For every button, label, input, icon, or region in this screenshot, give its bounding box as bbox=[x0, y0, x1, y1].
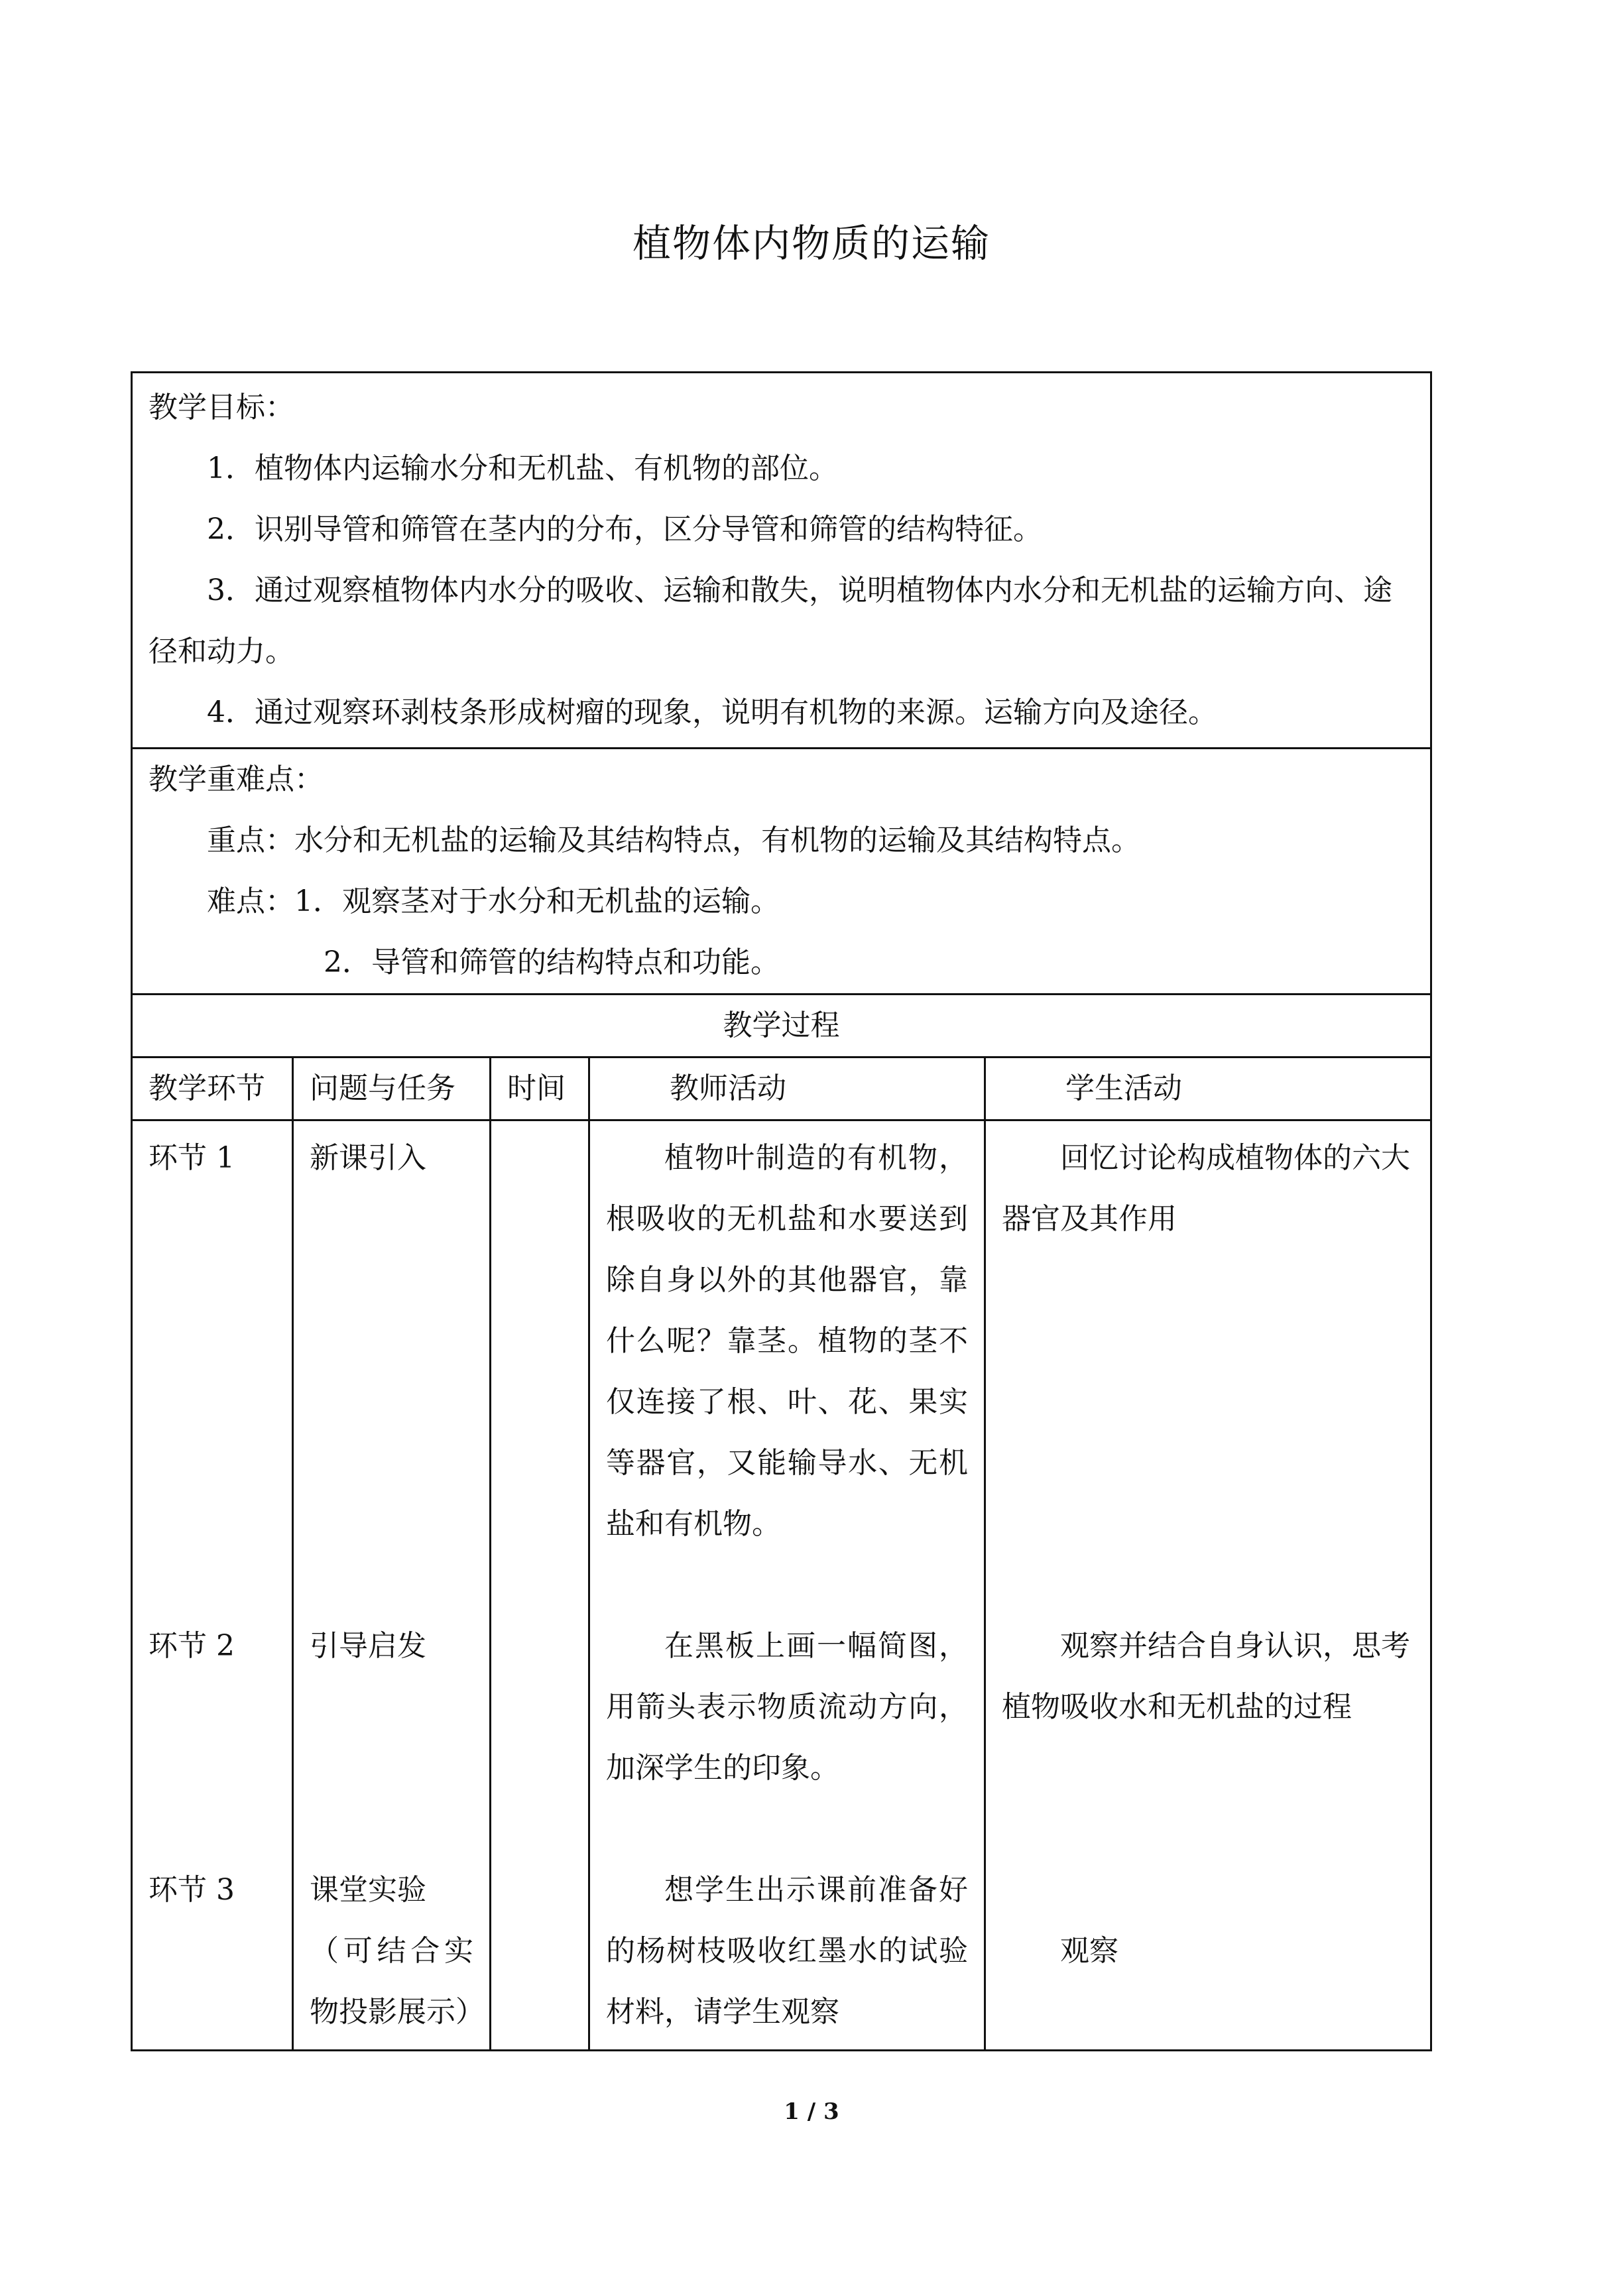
teacher-cell-1 bbox=[606, 1128, 968, 1616]
process-column-headers bbox=[132, 1057, 1431, 1120]
task-note: （可结合实物投影展示） bbox=[310, 1934, 485, 2029]
process-heading-row bbox=[132, 995, 1431, 1057]
student-cell-2 bbox=[1002, 1616, 1414, 1860]
stage-cell-3 bbox=[149, 1860, 276, 1921]
objectives-heading: 教学目标： bbox=[149, 391, 294, 424]
student-cell-1 bbox=[1002, 1128, 1414, 1616]
objective-item-1: 1．植物体内运输水分和无机盐、有机物的部位。 bbox=[207, 452, 838, 485]
column-header-task: 问题与任务 bbox=[293, 1057, 491, 1120]
document-title: 植物体内物质的运输 bbox=[632, 221, 991, 266]
column-header-time: 时间 bbox=[491, 1057, 589, 1120]
teacher-cell-3 bbox=[606, 1860, 968, 2043]
task-cell-1 bbox=[310, 1128, 473, 1616]
page-number: 1 / 3 bbox=[784, 2098, 839, 2125]
objectives-row bbox=[132, 373, 1431, 749]
key-points-heading: 教学重难点： bbox=[149, 762, 324, 796]
task-cell-3 bbox=[310, 1860, 485, 2043]
process-body-row bbox=[132, 1120, 1431, 2051]
time-column bbox=[491, 1120, 589, 2051]
stage-label: 环节 2 bbox=[149, 1629, 235, 1663]
stage-label: 环节 1 bbox=[149, 1141, 235, 1175]
task-cell-2 bbox=[310, 1616, 473, 1860]
key-point-focus: 重点：水分和无机盐的运输及其结构特点，有机物的运输及其结构特点。 bbox=[207, 823, 1140, 857]
teacher-cell-2 bbox=[606, 1616, 968, 1860]
student-cell-3 bbox=[1002, 1860, 1414, 1982]
teacher-column bbox=[589, 1120, 985, 2051]
key-point-difficulty-1: 难点：1．观察茎对于水分和无机盐的运输。 bbox=[207, 884, 780, 918]
objective-item-2: 2．识别导管和筛管在茎内的分布，区分导管和筛管的结构特征。 bbox=[207, 513, 1042, 546]
objective-item-3: 3．通过观察植物体内水分的吸收、运输和散失，说明植物体内水分和无机盐的运输方向、途径和动力。 bbox=[149, 574, 1392, 668]
student-activity: 观察 bbox=[1060, 1934, 1118, 1968]
key-point-difficulty-2: 2．导管和筛管的结构特点和功能。 bbox=[324, 945, 780, 979]
student-activity: 回忆讨论构成植物体的六大器官及其作用 bbox=[1002, 1141, 1410, 1236]
task-label: 新课引入 bbox=[310, 1141, 426, 1175]
stage-label: 环节 3 bbox=[149, 1873, 235, 1907]
teacher-activity: 植物叶制造的有机物，根吸收的无机盐和水要送到除自身以外的其他器官，靠什么呢？靠茎。植物的茎不仅连接了根、叶、花、果实等器官，又能输导水、无机盐和有机物。 bbox=[606, 1141, 968, 1541]
process-heading: 教学过程 bbox=[132, 995, 1431, 1057]
student-column bbox=[985, 1120, 1431, 2051]
teacher-activity: 想学生出示课前准备好的杨树枝吸收红墨水的试验材料，请学生观察 bbox=[606, 1873, 968, 2029]
task-label: 课堂实验 bbox=[310, 1873, 426, 1907]
objective-item-4: 4．通过观察环剥枝条形成树瘤的现象，说明有机物的来源。运输方向及途径。 bbox=[207, 695, 1217, 729]
student-activity: 观察并结合自身认识，思考植物吸收水和无机盐的过程 bbox=[1002, 1629, 1410, 1724]
key-points-row bbox=[132, 749, 1431, 995]
teacher-activity: 在黑板上画一幅简图，用箭头表示物质流动方向，加深学生的印象。 bbox=[606, 1629, 968, 1785]
stage-cell-1 bbox=[149, 1128, 276, 1616]
column-header-teacher: 教师活动 bbox=[589, 1057, 985, 1120]
column-header-student: 学生活动 bbox=[985, 1057, 1431, 1120]
task-column bbox=[293, 1120, 491, 2051]
stage-cell-2 bbox=[149, 1616, 276, 1860]
task-label: 引导启发 bbox=[310, 1629, 426, 1663]
lesson-plan-table bbox=[131, 371, 1432, 2051]
column-header-stage: 教学环节 bbox=[132, 1057, 293, 1120]
stage-column bbox=[132, 1120, 293, 2051]
